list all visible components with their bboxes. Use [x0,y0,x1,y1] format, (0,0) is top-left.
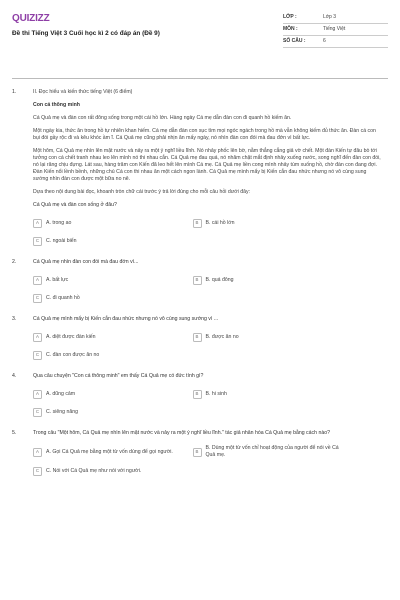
option-letter-badge: A [33,276,42,285]
question-body [33,89,388,247]
answer-option-c[interactable] [33,292,187,304]
option-letter-badge: B [193,390,202,399]
answer-options [33,388,382,418]
question-item [12,430,388,477]
answer-option-b[interactable] [193,445,347,459]
option-text: A. diệt được đàn kiến [46,333,96,340]
header-left [12,12,160,38]
story-title: Con cá thông minh [33,102,80,109]
question-body [33,373,388,418]
option-text: B. hi sinh [205,390,227,397]
answer-option-a[interactable] [33,331,187,343]
instruction-text: Dựa theo nội dung bài đọc, khoanh tròn chữ cái trước ý trả lời đúng cho mỗi câu hỏi dưới đây: [33,189,251,196]
question-number: 2. [12,259,17,266]
option-letter-badge: C [33,237,42,246]
meta-table [283,12,388,48]
option-text: A. dũng cảm [46,390,76,397]
option-text: C. siêng năng [46,408,79,415]
question-text: Cá Quả mẹ mình mẩy bị Kiến cắn đau nhức nhưng nó vô cùng sung sướng vì ... [33,316,219,323]
answer-option-c[interactable] [33,235,187,247]
option-letter-badge: B [193,333,202,342]
meta-label: SỐ CÂU : [283,38,306,45]
answer-options [33,217,382,247]
option-letter-badge: A [33,390,42,399]
option-text: C. ngoài biển [46,237,77,244]
question-item [12,373,388,418]
meta-label: LỚP : [283,14,297,21]
meta-row-count [283,36,388,48]
answer-option-c[interactable] [33,406,187,418]
option-letter-badge: C [33,408,42,417]
question-number: 1. [12,89,17,95]
option-letter-badge: C [33,467,42,476]
answer-option-b[interactable] [193,274,347,286]
meta-label: MÔN : [283,26,298,33]
option-text: C. Nói với Cá Quả mẹ như nói với người. [46,467,142,474]
answer-option-b[interactable] [193,331,347,343]
answer-options [33,274,382,304]
answer-option-a[interactable] [33,274,187,286]
option-letter-badge: B [193,219,202,228]
meta-value: 6 [323,38,326,45]
passage-paragraph: Cá Quả mẹ và đàn con rất đông sống trong một cái hồ lớn. Hàng ngày Cá mẹ dẫn đàn con đi quanh hồ kiếm ăn. [33,115,292,122]
option-letter-badge: A [33,333,42,342]
question-text: Qua câu chuyện "Con cá thông minh" em thấy Cá Quả mẹ có đức tính gì? [33,373,204,380]
question-item [12,259,388,304]
answer-option-b[interactable] [193,217,347,229]
meta-value: Lớp 3 [323,14,337,21]
option-text: B. Dùng một từ vốn chỉ hoạt động của người để nói về Cá Quả mẹ. [205,445,339,459]
meta-row-subject [283,24,388,36]
option-text: B. cái hồ lớn [205,219,235,226]
question-item [12,89,388,247]
option-text: A. Gọi Cá Quả mẹ bằng một từ vốn dùng để gọi người. [46,448,173,455]
option-text: C. đàn con được ăn no [46,351,100,358]
question-number: 4. [12,373,17,380]
answer-option-a[interactable] [33,217,187,229]
passage-paragraph: Một ngày kia, thức ăn trong hồ tự nhiên khan hiếm. Cá mẹ dẫn đàn con sục tìm mọi ngóc ngách trong hồ mà vẫn không kiếm đủ thức ăn. Đàn cá con bụi đói gầy rộc đi và kêu khóc ầm ĩ. Cá Quả mẹ cũng phải nhịn ăn mấy ngày, nó nhìn đàn con đói mà đau đớn vì bất lực. [33,128,376,142]
option-text: C. đi quanh hồ [46,294,80,301]
question-body [33,430,388,477]
question-item [12,316,388,361]
answer-option-a[interactable] [33,445,187,459]
option-letter-badge: C [33,294,42,303]
worksheet-header [12,12,388,48]
answer-option-c[interactable] [33,465,187,477]
option-text: B. quá đông [205,276,234,283]
answer-options [33,445,382,477]
document-title: Đề thi Tiếng Việt 3 Cuối học kì 2 có đáp án (Đề 9) [12,29,160,37]
option-letter-badge: A [33,219,42,228]
section-heading: II. Đọc hiểu và kiến thức tiếng Việt (6 điểm) [33,89,133,95]
quizizz-logo [12,12,160,26]
answer-option-b[interactable] [193,388,347,400]
option-text: A. trong ao [46,219,72,226]
answer-option-a[interactable] [33,388,187,400]
question-text: Trong câu "Một hôm, Cá Quả mẹ nhìn lên mặt nước và nảy ra một ý nghĩ liều lĩnh." tác giả nhân hóa Cá Quả mẹ bằng cách nào? [33,430,330,437]
question-text: Cá Quả mẹ nhìn đàn con đói mà đau đớn vì... [33,259,139,266]
option-text: B. được ăn no [205,333,239,340]
question-number: 5. [12,430,17,437]
header-divider [12,78,388,79]
answer-option-c[interactable] [33,349,187,361]
answer-options [33,331,382,361]
question-body [33,259,388,304]
option-letter-badge: A [33,448,42,457]
passage-paragraph: Một hôm, Cá Quả mẹ nhìn lên mặt nước và nảy ra một ý nghĩ liều lĩnh. Nó nhảy phốc lên bờ, nằm thẳng cẳng giả vờ chết. Một đàn Kiến tự đâu bò tới tưởng con cá chết tranh nhau leo lên mình nó thi nhau cắn. Cá Quả mẹ đau quá, nó nhăm chặt mắt định nhảy xuống nước, song nghĩ đến đàn con đói, nó lại răng chịu đựng. Lát sau, hàng trăm con Kiến đã leo hết lên mình Cá mẹ. Cá Quả mẹ liền cong mình nhảy tùm xuống hồ, chờ đàn con đang đợi. Đàn Kiến nổi lềnh bềnh, những chú Cá con thi nhau ăn một cách ngon lành. Cá Quả mẹ mình mẩy bị Kiến cắn đau nhức nhưng nó vô cùng sung sướng nhìn đàn con được một bữa no nê. [33,148,381,183]
option-letter-badge: C [33,351,42,360]
question-text: Cá Quả mẹ và đàn con sống ở đâu? [33,202,117,209]
option-letter-badge: B [193,448,202,457]
option-text: A. bất lực [46,276,69,283]
meta-value: Tiếng Việt [323,26,346,33]
option-letter-badge: B [193,276,202,285]
meta-row-class [283,12,388,24]
logo-text: QUIZIZZ [12,13,50,24]
question-number: 3. [12,316,17,323]
question-body [33,316,388,361]
